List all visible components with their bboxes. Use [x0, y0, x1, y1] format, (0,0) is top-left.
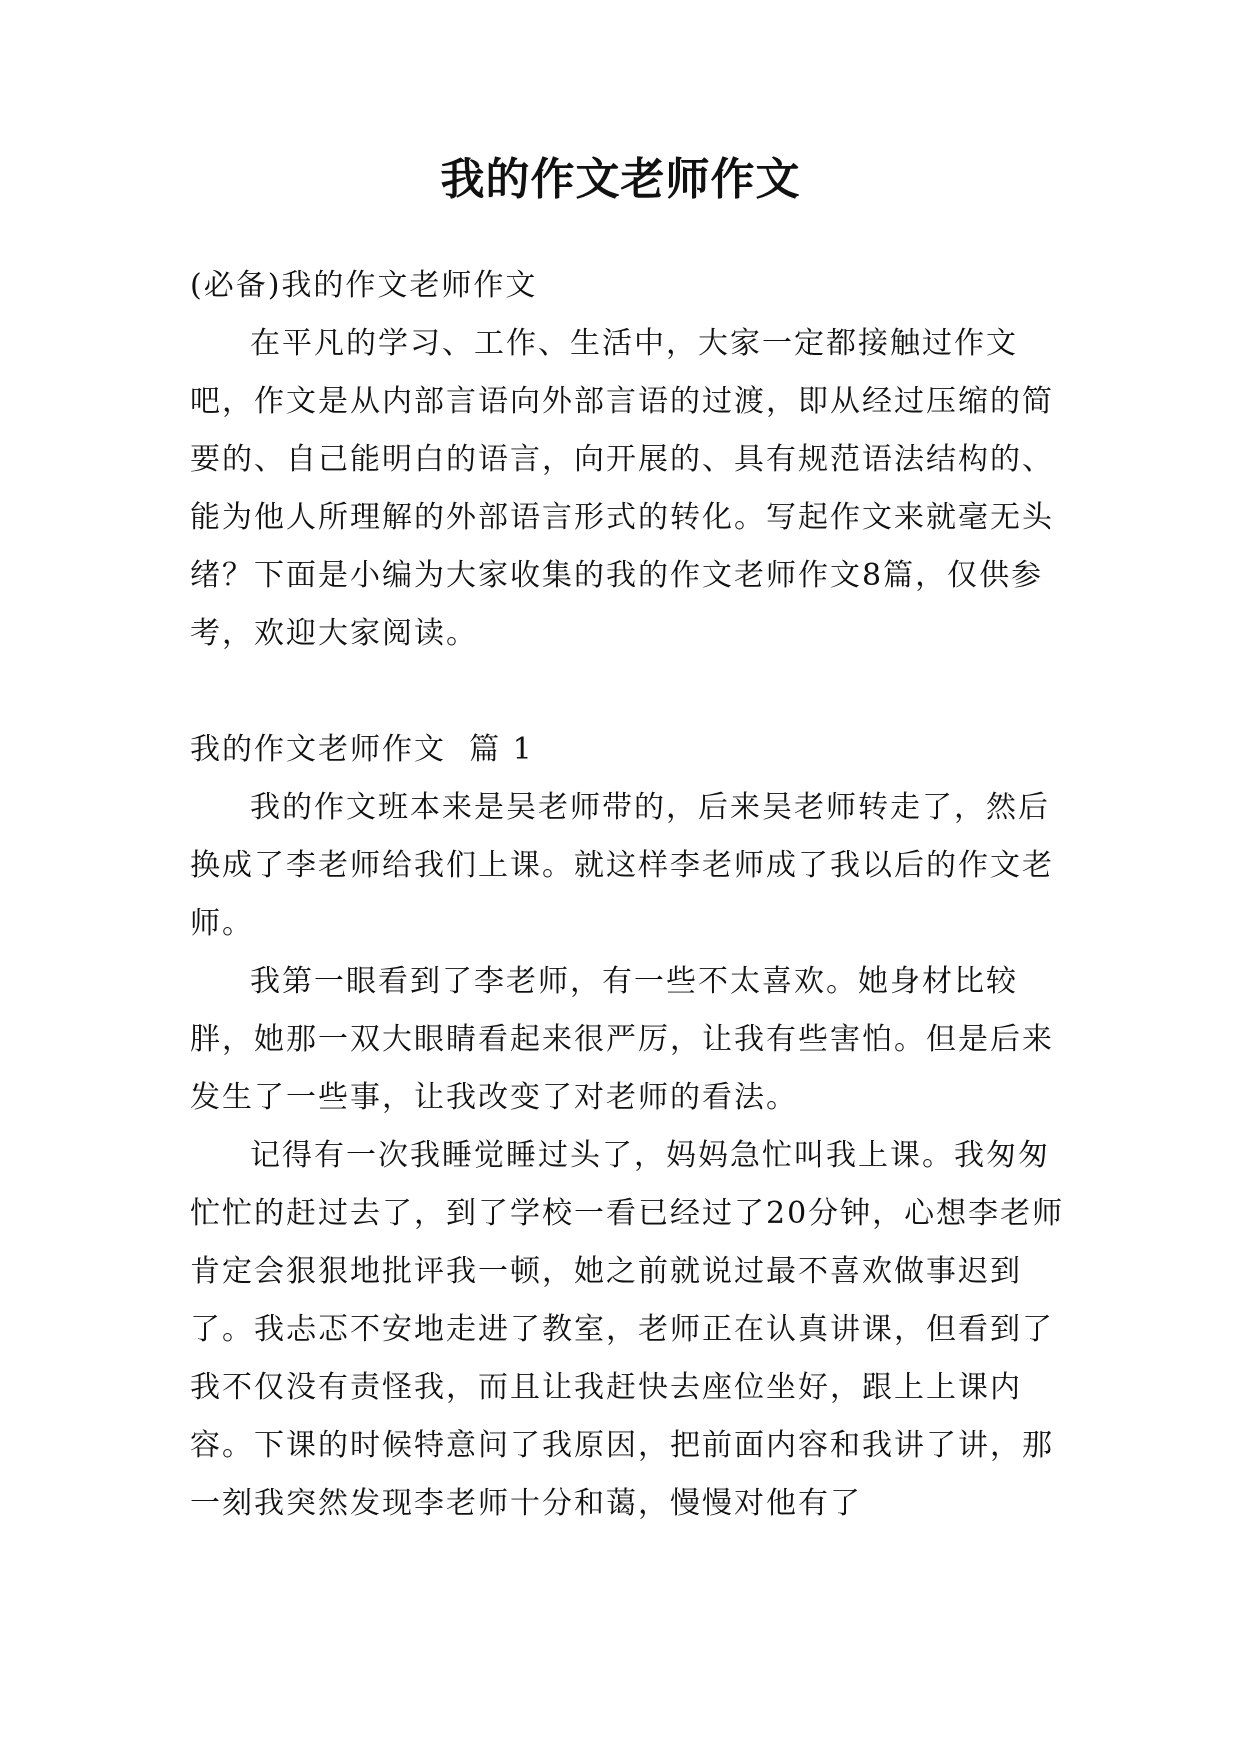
essay-paragraph-2: 我第一眼看到了李老师，有一些不太喜欢。她身材比较胖，她那一双大眼睛看起来很严厉，让我有些害怕。但是后来发生了一些事，让我改变了对老师的看法。: [190, 964, 1054, 1115]
intro-paragraph: 在平凡的学习、工作、生活中，大家一定都接触过作文吧，作文是从内部言语向外部言语的过渡，即从经过压缩的简要的、自己能明白的语言，向开展的、具有规范语法结构的、能为他人所理解的外部语言形式的转化。写起作文来就毫无头绪？下面是小编为大家收集的我的作文老师作文8篇，仅供参考，欢迎大家阅读。: [190, 326, 1054, 651]
document-subtitle: (必备)我的作文老师作文: [190, 268, 538, 303]
document-body: [190, 257, 1070, 1533]
document-title: 我的作文老师作文: [440, 154, 801, 205]
section-spacer: [190, 663, 1070, 721]
section-heading: 我的作文老师作文 篇 1: [190, 732, 534, 767]
essay-paragraph-3: 记得有一次我睡觉睡过头了，妈妈急忙叫我上课。我匆匆忙忙的赶过去了，到了学校一看已经过了20分钟，心想李老师肯定会狠狠地批评我一顿，她之前就说过最不喜欢做事迟到了。我忐忑不安地走进了教室，老师正在认真讲课，但看到了我不仅没有责怪我，而且让我赶快去座位坐好，跟上上课内容。下课的时候特意问了我原因，把前面内容和我讲了讲，那一刻我突然发现李老师十分和蔼，慢慢对他有了: [190, 1138, 1065, 1521]
essay-paragraph-1: 我的作文班本来是吴老师带的，后来吴老师转走了，然后换成了李老师给我们上课。就这样李老师成了我以后的作文老师。: [190, 790, 1054, 941]
